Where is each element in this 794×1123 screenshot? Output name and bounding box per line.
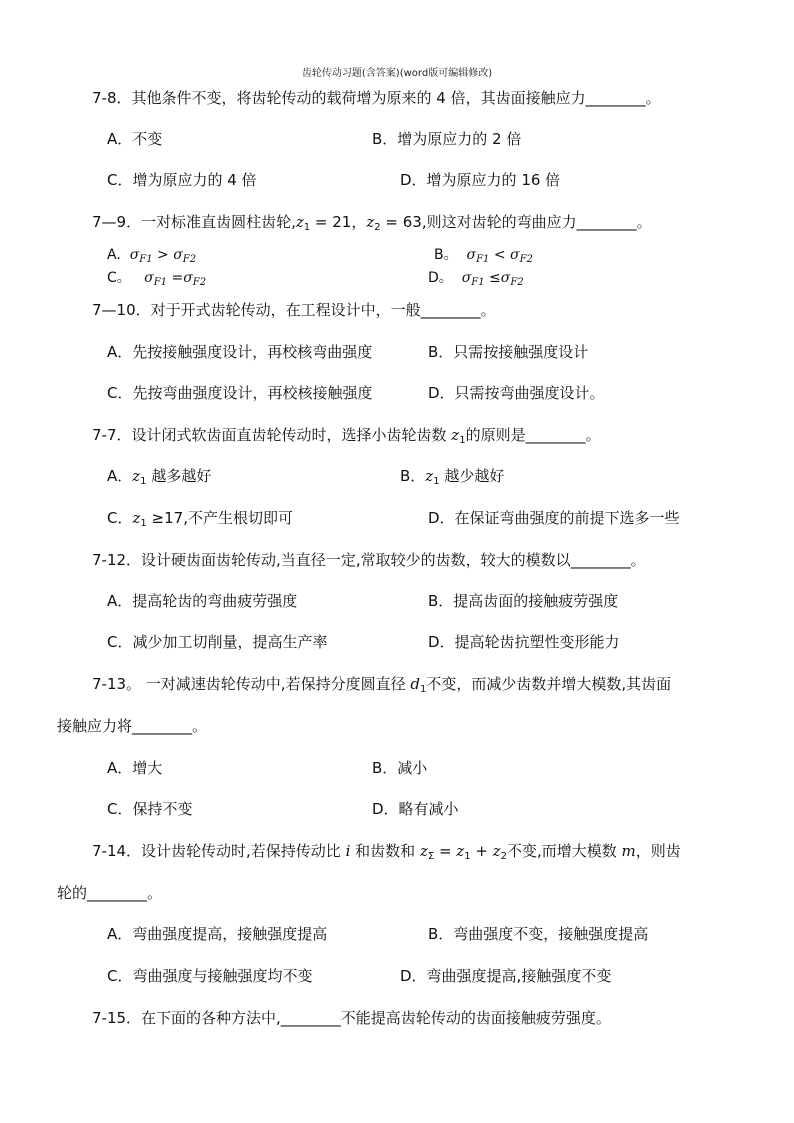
option-c: C．增为原应力的 4 倍 — [107, 171, 257, 189]
question-7-13: 7-13。 一对减速齿轮传动中,若保持分度圆直径 $d_1$不变，而减少齿数并增大模数,其齿面 — [92, 675, 672, 695]
option-a: A．$z_1$ 越多越好 — [107, 467, 212, 487]
option-b: B．弯曲强度不变，接触强度提高 — [428, 925, 649, 943]
option-d: D。 $\sigma_{F1} \le\sigma_{F2}$ — [428, 270, 524, 288]
option-a: A．提高轮齿的弯曲疲劳强度 — [107, 592, 298, 610]
option-c: C．先按弯曲强度设计，再校核接触强度 — [107, 384, 373, 402]
option-d: D．提高轮齿抗塑性变形能力 — [428, 633, 620, 651]
option-d: D．在保证弯曲强度的前提下选多一些 — [428, 509, 680, 527]
option-a: A．先按接触强度设计，再校核弯曲强度 — [107, 343, 373, 361]
option-c: C．保持不变 — [107, 800, 193, 818]
question-7-14: 7-14．设计齿轮传动时,若保持传动比 i 和齿数和 $z_\Sigma = z_1 + z_2$不变,而增大模数 m，则齿 — [92, 842, 681, 862]
question-7-12: 7-12．设计硬齿面齿轮传动,当直径一定,常取较少的齿数，较大的模数以________。 — [92, 551, 646, 569]
option-d: D．略有减小 — [372, 800, 459, 818]
option-b: B．减小 — [372, 759, 428, 777]
option-b: B．增为原应力的 2 倍 — [372, 130, 522, 148]
option-a: A．弯曲强度提高，接触强度提高 — [107, 925, 328, 943]
question-7-7: 7-7．设计闭式软齿面直齿轮传动时，选择小齿轮齿数 $z_1$的原则是________。 — [92, 426, 601, 446]
option-b: B．$z_1$ 越少越好 — [400, 467, 505, 487]
question-7-13-cont: 接触应力将________。 — [57, 717, 208, 735]
question-7-15: 7-15．在下面的各种方法中,________不能提高齿轮传动的齿面接触疲劳强度。 — [92, 1009, 611, 1027]
option-a: A. $\sigma_{F1} > \sigma_{F2}$ — [107, 247, 197, 265]
question-7-9: 7—9．一对标准直齿圆柱齿轮$,z_1 = 21$，$z_2 = 63$,则这对齿轮的弯曲应力________。 — [92, 213, 652, 233]
option-a: A．不变 — [107, 130, 163, 148]
option-d: D．只需按弯曲强度设计。 — [428, 384, 605, 402]
option-c: C．减少加工切削量，提高生产率 — [107, 633, 328, 651]
option-c: C．$z_1 \ge 17$,不产生根切即可 — [107, 509, 293, 529]
option-b: B．只需按接触强度设计 — [428, 343, 589, 361]
option-c: C．弯曲强度与接触强度均不变 — [107, 967, 313, 985]
option-d: D．弯曲强度提高,接触强度不变 — [400, 967, 612, 985]
option-b: B。 $\sigma_{F1} < \sigma_{F2}$ — [434, 247, 533, 265]
option-c: C。 $\sigma_{F1} =\sigma_{F2}$ — [107, 270, 207, 288]
option-a: A．增大 — [107, 759, 163, 777]
question-7-10: 7—10．对于开式齿轮传动，在工程设计中，一般________。 — [92, 301, 496, 319]
question-7-8: 7-8．其他条件不变，将齿轮传动的载荷增为原来的 4 倍，其齿面接触应力________。 — [92, 89, 661, 107]
question-7-14-cont: 轮的________。 — [57, 884, 163, 902]
option-b: B．提高齿面的接触疲劳强度 — [428, 592, 619, 610]
option-d: D．增为原应力的 16 倍 — [400, 171, 561, 189]
page-header: 齿轮传动习题(含答案)(word版可编辑修改) — [301, 68, 493, 79]
